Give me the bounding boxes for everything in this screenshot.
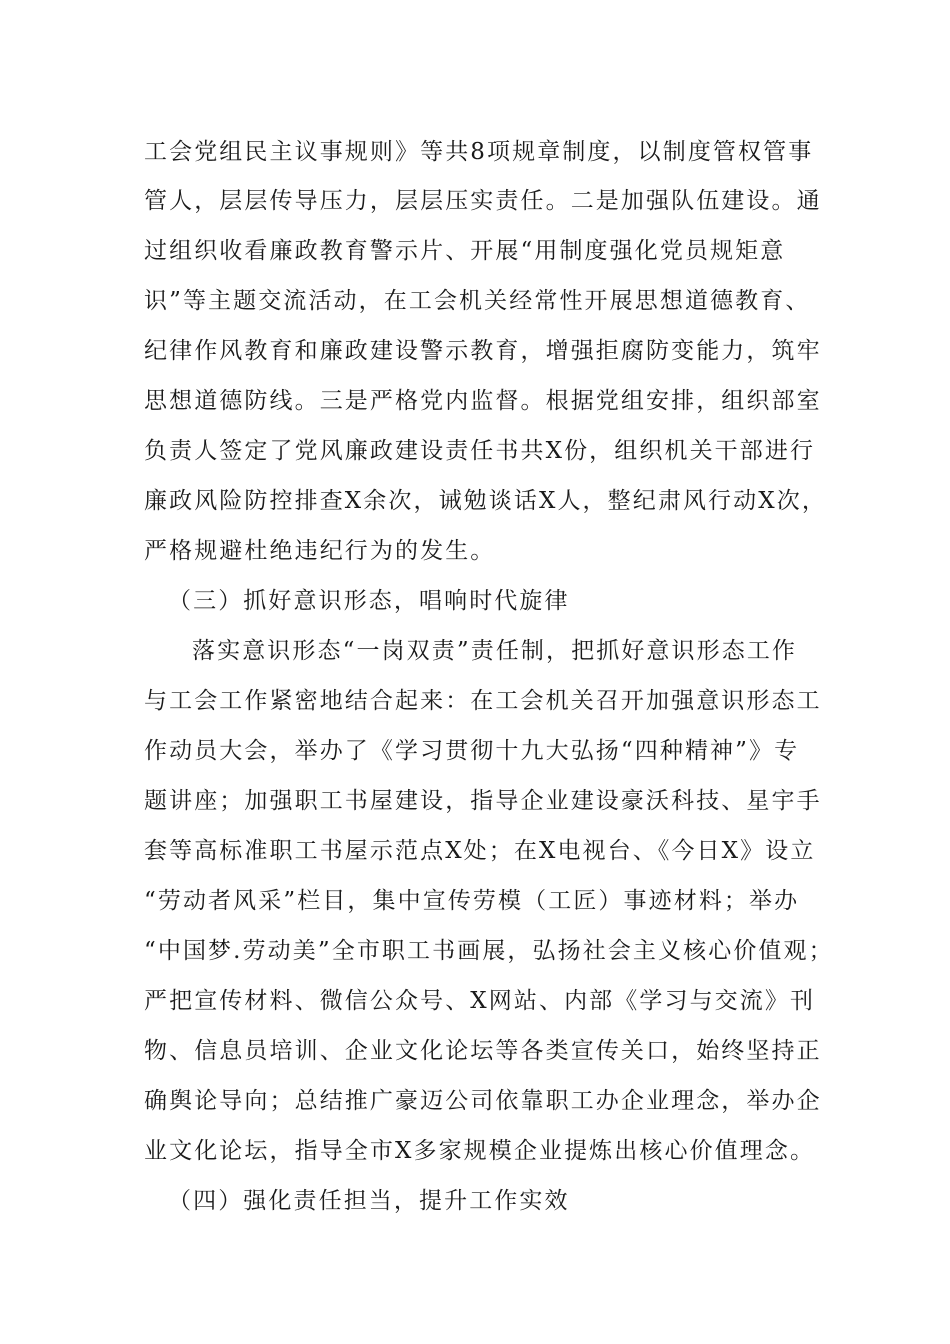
body-text-line: 确舆论导向；总结推广豪迈公司依靠职工办企业理念，举办企 [144, 1088, 822, 1114]
body-text-line: 与工会工作紧密地结合起来：在工会机关召开加强意识形态工 [144, 688, 822, 714]
body-text-line: “劳动者风采”栏目，集中宣传劳模（工匠）事迹材料；举办 [144, 888, 800, 914]
section-heading: （三）抓好意识形态，唱响时代旋律 [168, 588, 570, 614]
body-text-line: 工会党组民主议事规则》等共8项规章制度，以制度管权管事 [144, 139, 814, 165]
body-text-line: 思想道德防线。三是严格党内监督。根据党组安排，组织部室 [144, 388, 822, 414]
body-text-line: 套等高标准职工书屋示范点X处；在X电视台、《今日X》设立 [144, 838, 816, 864]
body-text-line: 落实意识形态“一岗双责”责任制，把抓好意识形态工作 [192, 638, 798, 664]
body-text-line: 纪律作风教育和廉政建设警示教育，增强拒腐防变能力，筑牢 [144, 338, 822, 364]
body-text-line: 业文化论坛，指导全市X多家规模企业提炼出核心价值理念。 [144, 1138, 816, 1164]
section-heading: （四）强化责任担当，提升工作实效 [168, 1188, 570, 1214]
body-text-line: 管人，层层传导压力，层层压实责任。二是加强队伍建设。通 [144, 188, 822, 214]
body-text-line: 题讲座；加强职工书屋建设，指导企业建设豪沃科技、星宇手 [144, 788, 822, 814]
body-text-line: 严把宣传材料、微信公众号、X网站、内部《学习与交流》刊 [144, 988, 816, 1014]
body-text-line: 作动员大会，举办了《学习贯彻十九大弘扬“四种精神”》专 [144, 738, 800, 764]
body-text-line: 过组织收看廉政教育警示片、开展“用制度强化党员规矩意 [144, 238, 786, 264]
body-text-line: “中国梦.劳动美”全市职工书画展，弘扬社会主义核心价值观； [144, 938, 834, 964]
body-text-line: 廉政风险防控排查X余次，诫勉谈话X人，整纪肃风行动X次， [144, 488, 827, 514]
body-text-line: 识”等主题交流活动，在工会机关经常性开展思想道德教育、 [144, 288, 811, 314]
body-text-line: 严格规避杜绝违纪行为的发生。 [144, 538, 496, 564]
body-text-line: 负责人签定了党风廉政建设责任书共X份，组织机关干部进行 [144, 438, 816, 464]
body-text-line: 物、信息员培训、企业文化论坛等各类宣传关口，始终坚持正 [144, 1038, 822, 1064]
